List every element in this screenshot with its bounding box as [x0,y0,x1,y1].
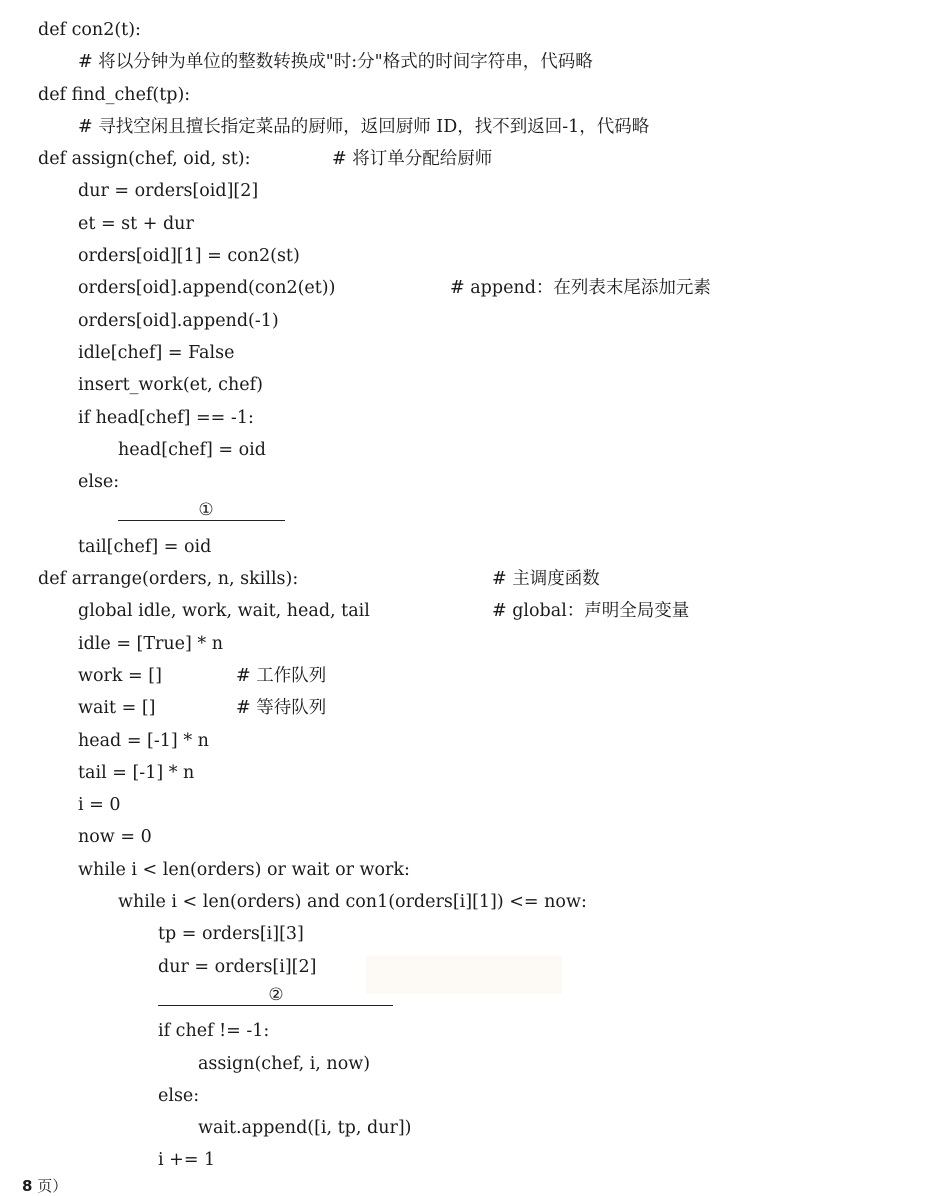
code-text: dur = orders[oid][2] [78,181,259,202]
code-line [38,466,928,498]
code-text: def arrange(orders, n, skills): [38,569,299,590]
code-text: dur = orders[i][2] [158,956,317,977]
page-number: 8 [22,1177,33,1195]
page-footer [22,1177,67,1195]
code-line [38,563,928,595]
inline-comment: # global：声明全局变量 [492,601,690,622]
code-text: head[chef] = oid [118,439,266,460]
code-line [38,1080,928,1112]
code-line [38,14,928,46]
code-text: orders[oid].append(-1) [78,310,279,331]
code-text: while i < len(orders) or wait or work: [78,859,410,880]
comment-text: # 将以分钟为单位的整数转换成"时:分"格式的时间字符串，代码略 [78,52,593,73]
code-line [38,595,928,627]
inline-comment: # 将订单分配给厨师 [332,149,493,170]
code-line [38,789,928,821]
code-text: wait = [] [78,698,156,719]
code-text: def find_chef(tp): [38,84,191,105]
code-line [38,305,928,337]
answer-blank-2 [38,983,928,1015]
code-line [38,854,928,886]
code-line [38,337,928,369]
inline-comment: # 等待队列 [236,698,327,719]
code-line [38,886,928,918]
code-text: orders[oid][1] = con2(st) [78,246,300,267]
code-text: else: [78,472,120,493]
code-line [38,208,928,240]
code-text: if chef != -1: [158,1021,270,1042]
code-text: tp = orders[i][3] [158,924,304,945]
code-text: def assign(chef, oid, st): [38,149,251,170]
code-text: assign(chef, i, now) [198,1053,371,1074]
code-line [38,369,928,401]
blank-number: ① [198,500,214,521]
comment-line [38,46,928,78]
code-text: et = st + dur [78,213,194,234]
code-text: wait.append([i, tp, dur]) [198,1118,412,1139]
comment-line [38,111,928,143]
blank-number: ② [268,984,284,1005]
code-line [38,1144,928,1176]
code-text: work = [] [78,665,162,686]
code-text: tail[chef] = oid [78,536,212,557]
code-line [38,175,928,207]
code-listing [38,14,928,1177]
comment-text: # 寻找空闲且擅长指定菜品的厨师，返回厨师 ID，找不到返回-1，代码略 [78,116,650,137]
code-text: i += 1 [158,1150,216,1171]
code-line [38,821,928,853]
inline-comment: # 主调度函数 [492,569,600,590]
code-text: global idle, work, wait, head, tail [78,601,370,622]
code-line [38,143,928,175]
code-line [38,628,928,660]
code-text: def con2(t): [38,20,141,40]
code-line [38,240,928,272]
code-text: idle[chef] = False [78,342,235,363]
page-suffix: 页） [32,1177,68,1195]
code-line [38,757,928,789]
blank-underline [118,520,285,521]
code-line [38,692,928,724]
code-line [38,402,928,434]
code-text: orders[oid].append(con2(et)) [78,278,336,299]
code-line [38,725,928,757]
code-text: insert_work(et, chef) [78,375,263,396]
code-text: else: [158,1085,200,1106]
inline-comment: # 工作队列 [236,665,327,686]
code-text: if head[chef] == -1: [78,407,254,428]
code-line [38,1112,928,1144]
code-text: head = [-1] * n [78,730,209,751]
code-text: idle = [True] * n [78,633,224,654]
code-line [38,918,928,950]
code-text: now = 0 [78,827,152,848]
answer-blank-1 [38,498,928,530]
code-line [38,272,928,304]
code-line [38,1015,928,1047]
code-line [38,79,928,111]
code-line [38,951,928,983]
code-line [38,1048,928,1080]
code-line [38,434,928,466]
code-text: tail = [-1] * n [78,762,195,783]
blank-underline [158,1005,393,1006]
code-line [38,660,928,692]
code-line [38,531,928,563]
inline-comment: # append：在列表末尾添加元素 [450,278,711,299]
code-text: while i < len(orders) and con1(orders[i][1]) <= now: [118,892,587,913]
code-text: i = 0 [78,795,121,816]
